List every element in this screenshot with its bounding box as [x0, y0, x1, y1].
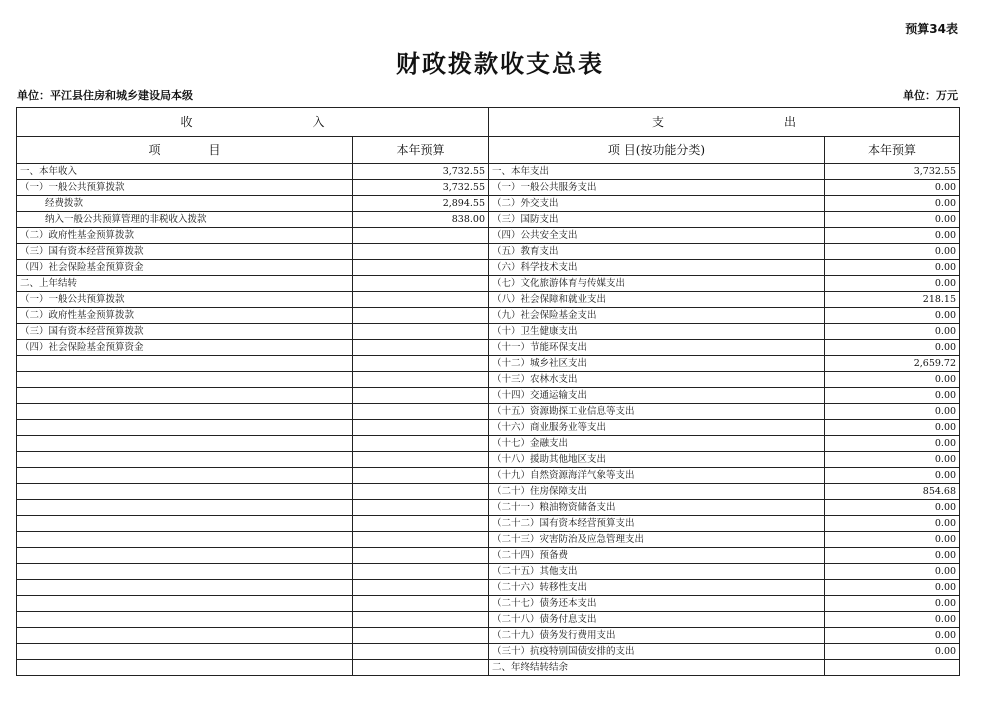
expense-item-cell: （二十六）转移性支出 — [489, 580, 825, 596]
table-row — [17, 276, 960, 292]
income-value-cell — [353, 612, 489, 628]
income-value-cell — [353, 628, 489, 644]
expense-item-cell: （二十五）其他支出 — [489, 564, 825, 580]
income-item-cell: 二、上年结转 — [17, 276, 353, 292]
expense-value-cell: 0.00 — [825, 420, 960, 436]
table-row — [17, 500, 960, 516]
expense-item-cell: （十七）金融支出 — [489, 436, 825, 452]
table-row — [17, 308, 960, 324]
table-row — [17, 404, 960, 420]
expense-value-cell: 0.00 — [825, 388, 960, 404]
expense-item-cell: （十六）商业服务业等支出 — [489, 420, 825, 436]
budget-table — [16, 107, 960, 676]
income-item-cell — [17, 516, 353, 532]
expense-value-cell: 218.15 — [825, 292, 960, 308]
income-item-cell: 一、本年收入 — [17, 164, 353, 180]
table-row — [17, 228, 960, 244]
form-number: 预算34表 — [905, 22, 958, 36]
expense-value-cell: 0.00 — [825, 452, 960, 468]
income-value-cell — [353, 532, 489, 548]
expense-item-cell: （十二）城乡社区支出 — [489, 356, 825, 372]
income-item-cell — [17, 356, 353, 372]
income-item-header: 项 目 — [17, 137, 353, 164]
expense-value-cell: 0.00 — [825, 276, 960, 292]
expense-value-cell: 0.00 — [825, 548, 960, 564]
income-item-cell — [17, 548, 353, 564]
table-row — [17, 532, 960, 548]
table-row — [17, 596, 960, 612]
income-value-cell — [353, 404, 489, 420]
table-row — [17, 244, 960, 260]
table-row — [17, 644, 960, 660]
expense-item-cell: （二十二）国有资本经营预算支出 — [489, 516, 825, 532]
table-row — [17, 164, 960, 180]
expense-item-cell: （三十）抗疫特别国债安排的支出 — [489, 644, 825, 660]
income-value-cell — [353, 452, 489, 468]
table-row — [17, 628, 960, 644]
expense-value-cell: 0.00 — [825, 308, 960, 324]
expense-value-cell: 0.00 — [825, 180, 960, 196]
income-value-cell — [353, 580, 489, 596]
expense-value-cell: 0.00 — [825, 196, 960, 212]
expense-value-cell: 0.00 — [825, 500, 960, 516]
expense-item-cell: （十五）资源勘探工业信息等支出 — [489, 404, 825, 420]
expense-item-cell: （十四）交通运输支出 — [489, 388, 825, 404]
expense-value-cell: 0.00 — [825, 228, 960, 244]
expense-item-cell: （十八）援助其他地区支出 — [489, 452, 825, 468]
table-row — [17, 292, 960, 308]
page-title: 财政拨款收支总表 — [396, 50, 604, 78]
income-item-cell — [17, 484, 353, 500]
expense-item-cell: （九）社会保险基金支出 — [489, 308, 825, 324]
income-item-cell: 经费拨款 — [17, 196, 353, 212]
expense-value-cell: 0.00 — [825, 244, 960, 260]
table-row — [17, 260, 960, 276]
income-item-cell — [17, 388, 353, 404]
income-item-cell: （四）社会保险基金预算资金 — [17, 340, 353, 356]
income-value-cell: 838.00 — [353, 212, 489, 228]
income-value-cell — [353, 468, 489, 484]
expense-item-cell: （七）文化旅游体育与传媒支出 — [489, 276, 825, 292]
table-row — [17, 516, 960, 532]
table-row — [17, 548, 960, 564]
table-row — [17, 564, 960, 580]
expense-item-cell: 二、年终结转结余 — [489, 660, 825, 676]
table-row — [17, 484, 960, 500]
income-item-cell: （四）社会保险基金预算资金 — [17, 260, 353, 276]
expense-group-header: 支 出 — [489, 108, 960, 137]
income-value-cell — [353, 340, 489, 356]
expense-value-cell: 0.00 — [825, 324, 960, 340]
expense-item-cell: （一）一般公共服务支出 — [489, 180, 825, 196]
table-row — [17, 196, 960, 212]
income-item-cell — [17, 644, 353, 660]
table-row — [17, 356, 960, 372]
income-value-cell — [353, 228, 489, 244]
income-value-cell — [353, 644, 489, 660]
expense-item-cell: （十九）自然资源海洋气象等支出 — [489, 468, 825, 484]
expense-value-cell: 0.00 — [825, 564, 960, 580]
income-item-cell — [17, 612, 353, 628]
income-value-cell: 3,732.55 — [353, 180, 489, 196]
income-item-cell: （二）政府性基金预算拨款 — [17, 308, 353, 324]
income-item-cell — [17, 436, 353, 452]
expense-value-cell: 2,659.72 — [825, 356, 960, 372]
expense-value-cell: 0.00 — [825, 212, 960, 228]
income-item-cell — [17, 404, 353, 420]
table-row — [17, 180, 960, 196]
income-item-cell — [17, 564, 353, 580]
income-item-cell — [17, 532, 353, 548]
expense-value-cell: 0.00 — [825, 532, 960, 548]
expense-item-cell: （十三）农林水支出 — [489, 372, 825, 388]
expense-item-cell: （四）公共安全支出 — [489, 228, 825, 244]
table-row — [17, 580, 960, 596]
income-value-cell — [353, 372, 489, 388]
table-row — [17, 212, 960, 228]
expense-item-cell: （二十七）债务还本支出 — [489, 596, 825, 612]
income-item-cell — [17, 500, 353, 516]
expense-value-cell: 0.00 — [825, 516, 960, 532]
income-item-cell — [17, 420, 353, 436]
expense-item-cell: （十一）节能环保支出 — [489, 340, 825, 356]
income-value-cell — [353, 388, 489, 404]
income-value-cell — [353, 660, 489, 676]
expense-item-cell: （十）卫生健康支出 — [489, 324, 825, 340]
income-value-cell — [353, 500, 489, 516]
income-item-cell — [17, 468, 353, 484]
income-value-cell — [353, 484, 489, 500]
expense-value-cell — [825, 660, 960, 676]
expense-value-cell: 0.00 — [825, 372, 960, 388]
expense-value-cell: 3,732.55 — [825, 164, 960, 180]
expense-value-cell: 0.00 — [825, 340, 960, 356]
income-item-cell — [17, 452, 353, 468]
expense-item-cell: （五）教育支出 — [489, 244, 825, 260]
income-item-cell — [17, 580, 353, 596]
expense-value-cell: 0.00 — [825, 580, 960, 596]
table-row — [17, 660, 960, 676]
income-value-cell — [353, 548, 489, 564]
income-value-cell: 2,894.55 — [353, 196, 489, 212]
expense-budget-header: 本年预算 — [825, 137, 960, 164]
expense-value-cell: 0.00 — [825, 628, 960, 644]
expense-value-cell: 0.00 — [825, 468, 960, 484]
income-value-cell — [353, 260, 489, 276]
unit-currency: 单位：万元 — [903, 89, 958, 102]
income-value-cell — [353, 356, 489, 372]
income-item-cell: （三）国有资本经营预算拨款 — [17, 244, 353, 260]
expense-value-cell: 0.00 — [825, 260, 960, 276]
income-item-cell — [17, 660, 353, 676]
income-value-cell: 3,732.55 — [353, 164, 489, 180]
expense-item-cell: （六）科学技术支出 — [489, 260, 825, 276]
income-item-cell — [17, 372, 353, 388]
income-item-cell: （一）一般公共预算拨款 — [17, 180, 353, 196]
income-item-cell — [17, 628, 353, 644]
income-value-cell — [353, 292, 489, 308]
expense-item-cell: 一、本年支出 — [489, 164, 825, 180]
table-row — [17, 612, 960, 628]
income-budget-header: 本年预算 — [353, 137, 489, 164]
table-row — [17, 388, 960, 404]
income-value-cell — [353, 244, 489, 260]
expense-value-cell: 0.00 — [825, 404, 960, 420]
income-value-cell — [353, 308, 489, 324]
income-value-cell — [353, 276, 489, 292]
table-body — [17, 164, 960, 676]
expense-item-cell: （二十一）粮油物资储备支出 — [489, 500, 825, 516]
expense-item-cell: （二十八）债务付息支出 — [489, 612, 825, 628]
table-row — [17, 420, 960, 436]
income-value-cell — [353, 516, 489, 532]
table-row — [17, 372, 960, 388]
table-row — [17, 452, 960, 468]
table-row — [17, 436, 960, 452]
income-item-cell — [17, 596, 353, 612]
income-item-cell: （一）一般公共预算拨款 — [17, 292, 353, 308]
expense-item-cell: （二十九）债务发行费用支出 — [489, 628, 825, 644]
income-group-header: 收 入 — [17, 108, 489, 137]
expense-item-cell: （二）外交支出 — [489, 196, 825, 212]
income-item-cell: （三）国有资本经营预算拨款 — [17, 324, 353, 340]
table-row — [17, 324, 960, 340]
expense-item-cell: （八）社会保障和就业支出 — [489, 292, 825, 308]
expense-value-cell: 0.00 — [825, 644, 960, 660]
expense-value-cell: 0.00 — [825, 436, 960, 452]
income-item-cell: （二）政府性基金预算拨款 — [17, 228, 353, 244]
expense-item-cell: （二十三）灾害防治及应急管理支出 — [489, 532, 825, 548]
income-value-cell — [353, 420, 489, 436]
table-row — [17, 340, 960, 356]
expense-item-cell: （二十四）预备费 — [489, 548, 825, 564]
expense-value-cell: 0.00 — [825, 596, 960, 612]
income-value-cell — [353, 564, 489, 580]
income-item-cell: 纳入一般公共预算管理的非税收入拨款 — [17, 212, 353, 228]
unit-organization: 单位：平江县住房和城乡建设局本级 — [17, 89, 193, 102]
expense-value-cell: 0.00 — [825, 612, 960, 628]
table-row — [17, 468, 960, 484]
income-value-cell — [353, 596, 489, 612]
income-value-cell — [353, 324, 489, 340]
expense-item-cell: （二十）住房保障支出 — [489, 484, 825, 500]
income-value-cell — [353, 436, 489, 452]
expense-value-cell: 854.68 — [825, 484, 960, 500]
expense-item-cell: （三）国防支出 — [489, 212, 825, 228]
expense-item-header: 项 目(按功能分类) — [489, 137, 825, 164]
